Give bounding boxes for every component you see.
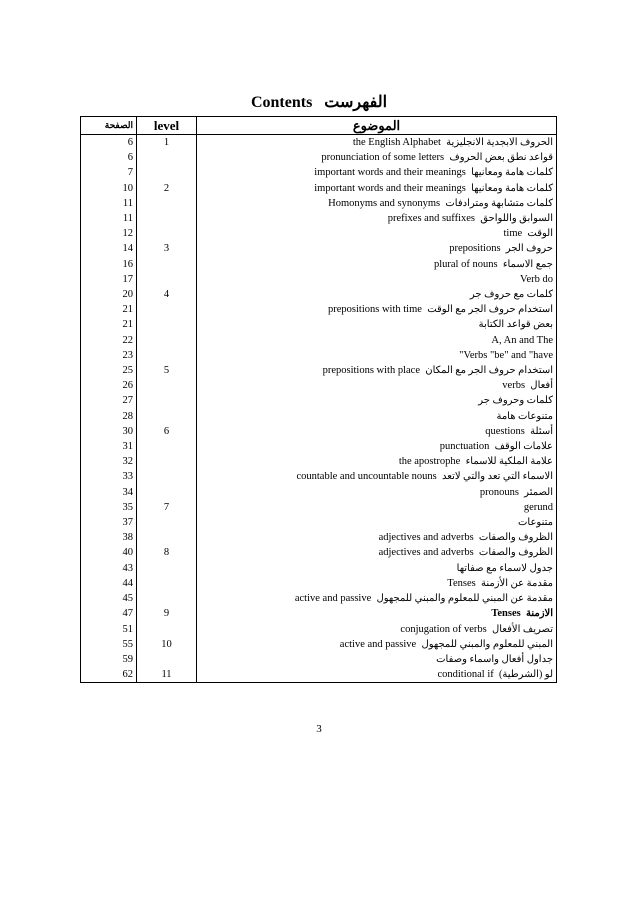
row-topic [197,454,557,469]
topic-arabic: كلمات هامة ومعانيها [471,182,553,194]
table-row [81,667,557,683]
table-row [81,348,557,363]
topic-english: plural of nouns [433,258,498,270]
topic-arabic: استخدام حروف الجر مع المكان [425,365,553,377]
row-page: 22 [81,333,137,348]
row-topic [197,561,557,576]
row-level [137,272,197,287]
row-page: 55 [81,637,137,652]
row-level [137,348,197,363]
page-number: 3 [316,723,322,735]
row-level [137,150,197,165]
table-row [81,211,557,226]
row-level [137,211,197,226]
row-topic [197,257,557,272]
row-page: 7 [81,165,137,180]
topic-english: gerund [523,501,553,513]
table-row [81,302,557,317]
row-level [137,454,197,469]
row-page: 11 [81,196,137,211]
row-level: 2 [137,181,197,196]
topic-english: prefixes and suffixes [387,213,475,225]
row-topic [197,515,557,530]
page-title [0,92,638,112]
row-topic [197,439,557,454]
contents-table [80,116,557,683]
row-topic [197,500,557,515]
topic-english: active and passive [339,638,417,650]
row-topic [197,196,557,211]
row-page: 62 [81,667,137,683]
row-topic [197,241,557,256]
row-page: 17 [81,272,137,287]
row-level [137,196,197,211]
row-topic [197,652,557,667]
row-topic [197,181,557,196]
table-row [81,652,557,667]
row-level [137,469,197,484]
topic-english: Homonyms and synonyms [328,197,441,209]
topic-english: adjectives and adverbs [378,532,474,544]
row-topic [197,348,557,363]
topic-arabic: الصمئر [524,486,553,498]
title-arabic: الفهرست [324,94,388,111]
topic-arabic: علامة الملكية للاسماء [465,456,553,468]
row-level [137,302,197,317]
topic-arabic: متنوعات [518,517,553,529]
topic-arabic: السوابق واللواحق [480,213,553,225]
table-row [81,226,557,241]
row-level [137,591,197,606]
topic-english: questions [485,425,525,437]
topic-arabic: جداول أفعال واسماء وصفات [436,653,553,665]
row-level [137,622,197,637]
row-level [137,652,197,667]
header-level: level [137,117,197,135]
row-page: 59 [81,652,137,667]
row-topic [197,530,557,545]
row-level: 8 [137,545,197,560]
topic-english: important words and their meanings [314,167,466,179]
topic-arabic: جمع الاسماء [502,258,553,270]
table-row [81,272,557,287]
topic-arabic: مقدمة عن المبني للمعلوم والمبني للمجهول [376,593,553,605]
table-header-row [81,117,557,135]
table-row [81,637,557,652]
row-page: 38 [81,530,137,545]
row-topic [197,287,557,302]
topic-arabic: قواعد نطق بعض الحروف [449,152,553,164]
row-topic [197,409,557,424]
row-page: 10 [81,181,137,196]
topic-english: the English Alphabet [352,137,441,148]
topic-arabic: الاسماء التي تعد والتي لاتعد [442,471,553,483]
row-page: 12 [81,226,137,241]
row-topic [197,226,557,241]
table-row [81,257,557,272]
topic-arabic: تصريف الأفعال [491,623,553,635]
table-row [81,287,557,302]
row-level [137,378,197,393]
row-level: 11 [137,667,197,683]
table-row [81,181,557,196]
topic-arabic: لو (الشرطية) [499,669,553,681]
row-page: 43 [81,561,137,576]
row-level [137,561,197,576]
topic-arabic: متنوعات هامة [496,410,553,422]
row-page: 6 [81,150,137,165]
row-level [137,317,197,332]
topic-english: punctuation [439,441,490,453]
table-row [81,606,557,621]
table-row [81,150,557,165]
row-page: 37 [81,515,137,530]
table-row [81,485,557,500]
table-row [81,515,557,530]
table-row [81,165,557,180]
topic-english: countable and uncountable nouns [296,471,437,483]
table-row [81,500,557,515]
topic-arabic: حروف الجر [505,243,553,255]
topic-english: conditional if [437,669,494,681]
row-topic [197,333,557,348]
row-topic [197,150,557,165]
table-row [81,363,557,378]
topic-arabic: كلمات وحروف جر [478,395,553,407]
row-page: 27 [81,393,137,408]
table-row [81,454,557,469]
title-english: Contents [250,94,313,111]
topic-arabic: استخدام حروف الجر مع الوقت [427,304,553,316]
row-topic [197,272,557,287]
topic-english: Tenses [447,577,476,589]
row-level: 3 [137,241,197,256]
row-page: 32 [81,454,137,469]
row-topic [197,363,557,378]
topic-arabic: كلمات مع حروف جر [469,289,553,301]
row-level: 10 [137,637,197,652]
topic-english: time [503,228,523,240]
row-topic [197,302,557,317]
row-topic [197,637,557,652]
row-level [137,409,197,424]
header-topic: الموضوع [197,117,557,135]
topic-arabic: الوقت [527,228,553,240]
table-row [81,424,557,439]
table-row [81,576,557,591]
topic-arabic: مقدمة عن الأزمنة [480,577,553,589]
row-page: 23 [81,348,137,363]
topic-english: prepositions with place [322,365,420,377]
row-topic [197,424,557,439]
row-page: 14 [81,241,137,256]
topic-arabic: الظروف والصفات [478,547,553,559]
row-level: 4 [137,287,197,302]
topic-arabic: الظروف والصفات [478,532,553,544]
topic-english: important words and their meanings [314,182,466,194]
row-level [137,165,197,180]
table-row [81,333,557,348]
table-row [81,591,557,606]
row-page: 40 [81,545,137,560]
topic-english: Verb do [520,273,553,285]
topic-english: prepositions with time [328,304,422,316]
table-row [81,469,557,484]
topic-english: pronunciation of some letters [321,152,445,164]
topic-arabic: أسئلة [530,425,553,437]
topic-english: adjectives and adverbs [378,547,474,559]
table-row [81,196,557,211]
row-topic [197,211,557,226]
topic-english: conjugation of verbs [400,623,487,635]
row-page: 26 [81,378,137,393]
topic-english: verbs [502,380,526,392]
topic-english: the apostrophe [398,456,461,468]
row-topic [197,606,557,621]
row-level: 6 [137,424,197,439]
row-page: 51 [81,622,137,637]
topic-arabic: كلمات هامة ومعانيها [471,167,553,179]
row-level: 1 [137,135,197,151]
row-page: 6 [81,135,137,151]
row-level [137,439,197,454]
row-level [137,393,197,408]
topic-english: pronouns [479,486,519,498]
topic-arabic: كلمات متشابهة ومترادفات [445,197,553,209]
row-page: 30 [81,424,137,439]
table-row [81,378,557,393]
row-topic [197,591,557,606]
row-page: 16 [81,257,137,272]
row-page: 21 [81,302,137,317]
table-row [81,439,557,454]
table-row [81,135,557,151]
row-page: 20 [81,287,137,302]
topic-arabic: جدول لاسماء مع صفاتها [456,562,553,574]
row-page: 35 [81,500,137,515]
row-topic [197,576,557,591]
row-topic [197,667,557,683]
table-row [81,622,557,637]
topic-english: A, An and The [491,334,553,346]
row-page: 21 [81,317,137,332]
topic-english: active and passive [294,593,372,605]
topic-english: "Verbs "be" and "have [459,349,553,361]
table-row [81,241,557,256]
table-row [81,530,557,545]
row-page: 33 [81,469,137,484]
row-topic [197,622,557,637]
table-row [81,561,557,576]
row-topic [197,135,557,151]
topic-english: Tenses [491,608,521,620]
row-level: 5 [137,363,197,378]
row-level [137,257,197,272]
topic-arabic: علامات الوقف [494,441,553,453]
row-page: 31 [81,439,137,454]
row-topic [197,485,557,500]
table-row [81,409,557,424]
topic-english: prepositions [449,243,501,255]
row-topic [197,393,557,408]
row-level [137,333,197,348]
row-topic [197,378,557,393]
row-page: 44 [81,576,137,591]
row-page: 47 [81,606,137,621]
topic-arabic: المبني للمعلوم والمبني للمجهول [421,638,553,650]
topic-arabic: أفعال [530,380,553,392]
topic-arabic: بعض قواعد الكتابة [478,319,553,331]
row-level: 9 [137,606,197,621]
row-page: 45 [81,591,137,606]
row-level [137,530,197,545]
topic-arabic: الازمنة [525,608,553,620]
table-row [81,317,557,332]
row-page: 25 [81,363,137,378]
row-page: 28 [81,409,137,424]
row-level: 7 [137,500,197,515]
contents-body [81,135,557,683]
header-page: الصفحة [81,117,137,135]
row-level [137,576,197,591]
table-row [81,393,557,408]
row-topic [197,469,557,484]
row-level [137,515,197,530]
table-row [81,545,557,560]
row-page: 11 [81,211,137,226]
row-topic [197,317,557,332]
row-page: 34 [81,485,137,500]
topic-arabic: الحروف الابجدية الانجليزية [446,137,553,148]
row-topic [197,545,557,560]
row-topic [197,165,557,180]
row-level [137,485,197,500]
row-level [137,226,197,241]
